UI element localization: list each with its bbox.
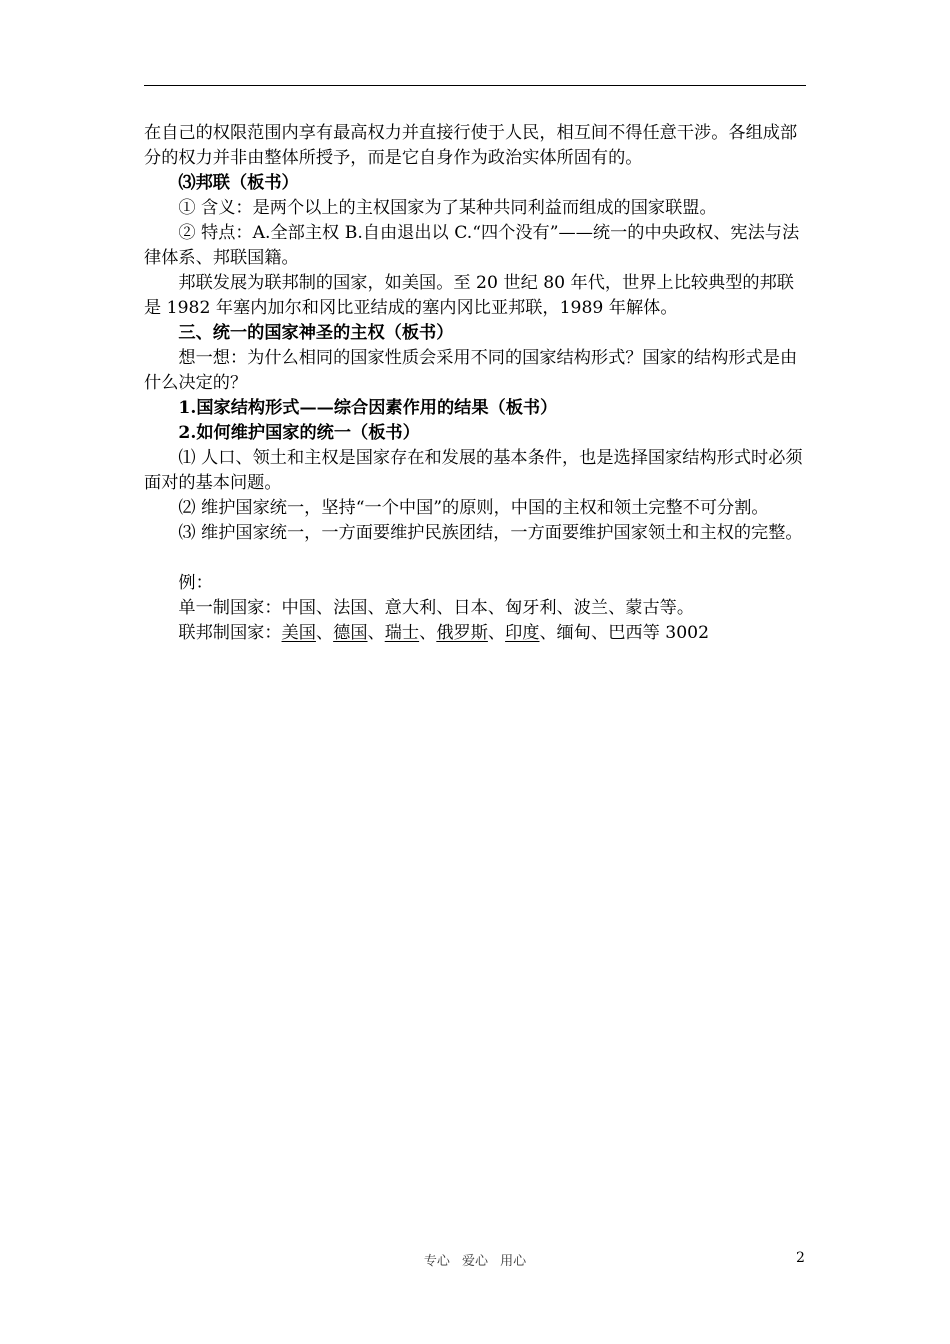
heading-confederation: ⑶邦联（板书）: [178, 173, 299, 193]
unitary-prefix: 单一制国家：: [178, 598, 282, 618]
federal-separator: 、: [367, 623, 385, 643]
example-label: 例：: [178, 573, 213, 593]
header-rule: [144, 85, 806, 86]
paragraph-definition: ① 含义：是两个以上的主权国家为了某种共同利益而组成的国家联盟。: [178, 198, 717, 218]
federal-separator: 、: [487, 623, 506, 643]
federal-separator: 、: [315, 623, 334, 643]
federal-tail: 、缅甸、巴西等 3002: [539, 623, 710, 643]
example-federal: [144, 621, 808, 646]
federal-country: 德国: [333, 623, 368, 643]
paragraph-question: 想一想：为什么相同的国家性质会采用不同的国家结构形式？国家的结构形式是由什么决定的？: [144, 348, 798, 393]
federal-country: 瑞士: [384, 623, 420, 643]
footer-motto: 专心 爱心 用心: [423, 1254, 527, 1269]
paragraph-continuation: 在自己的权限范围内享有最高权力并直接行使于人民，相互间不得任意干涉。各组成部分的权力并非由整体所授予，而是它自身作为政治实体所固有的。: [144, 123, 798, 168]
blank-line: [144, 546, 808, 571]
paragraph-features: ② 特点：A.全部主权 B.自由退出以 C.“四个没有”——统一的中央政权、宪法与法律体系、邦联国籍。: [144, 223, 800, 268]
heading-sovereignty: 三、统一的国家神圣的主权（板书）: [178, 323, 454, 343]
paragraph-point-3: ⑶ 维护国家统一，一方面要维护民族团结，一方面要维护国家领土和主权的完整。: [178, 523, 803, 543]
paragraph-history: 邦联发展为联邦制的国家，如美国。至 20 世纪 80 年代，世界上比较典型的邦联是 1982 年塞内加尔和冈比亚结成的塞内冈比亚邦联，1989 年解体。: [144, 273, 794, 318]
heading-structure-form: 1.国家结构形式——综合因素作用的结果（板书）: [178, 398, 558, 418]
paragraph-point-2: ⑵ 维护国家统一，坚持“一个中国”的原则，中国的主权和领土完整不可分割。: [178, 498, 769, 518]
document-body: [144, 121, 808, 646]
heading-maintain-unity: 2.如何维护国家的统一（板书）: [178, 423, 420, 443]
federal-country: 俄罗斯: [436, 623, 488, 643]
unitary-list: 中国、法国、意大利、日本、匈牙利、波兰、蒙古等。: [281, 598, 695, 618]
example-unitary: [144, 596, 808, 621]
paragraph-point-1: ⑴ 人口、领土和主权是国家存在和发展的基本条件，也是选择国家结构形式时必须面对的基本问题。: [144, 448, 803, 493]
federal-country: 美国: [281, 623, 316, 643]
federal-prefix: 联邦制国家：: [178, 623, 282, 643]
federal-separator: 、: [419, 623, 437, 643]
page-number: 2: [796, 1250, 805, 1266]
federal-country: 印度: [505, 623, 540, 643]
